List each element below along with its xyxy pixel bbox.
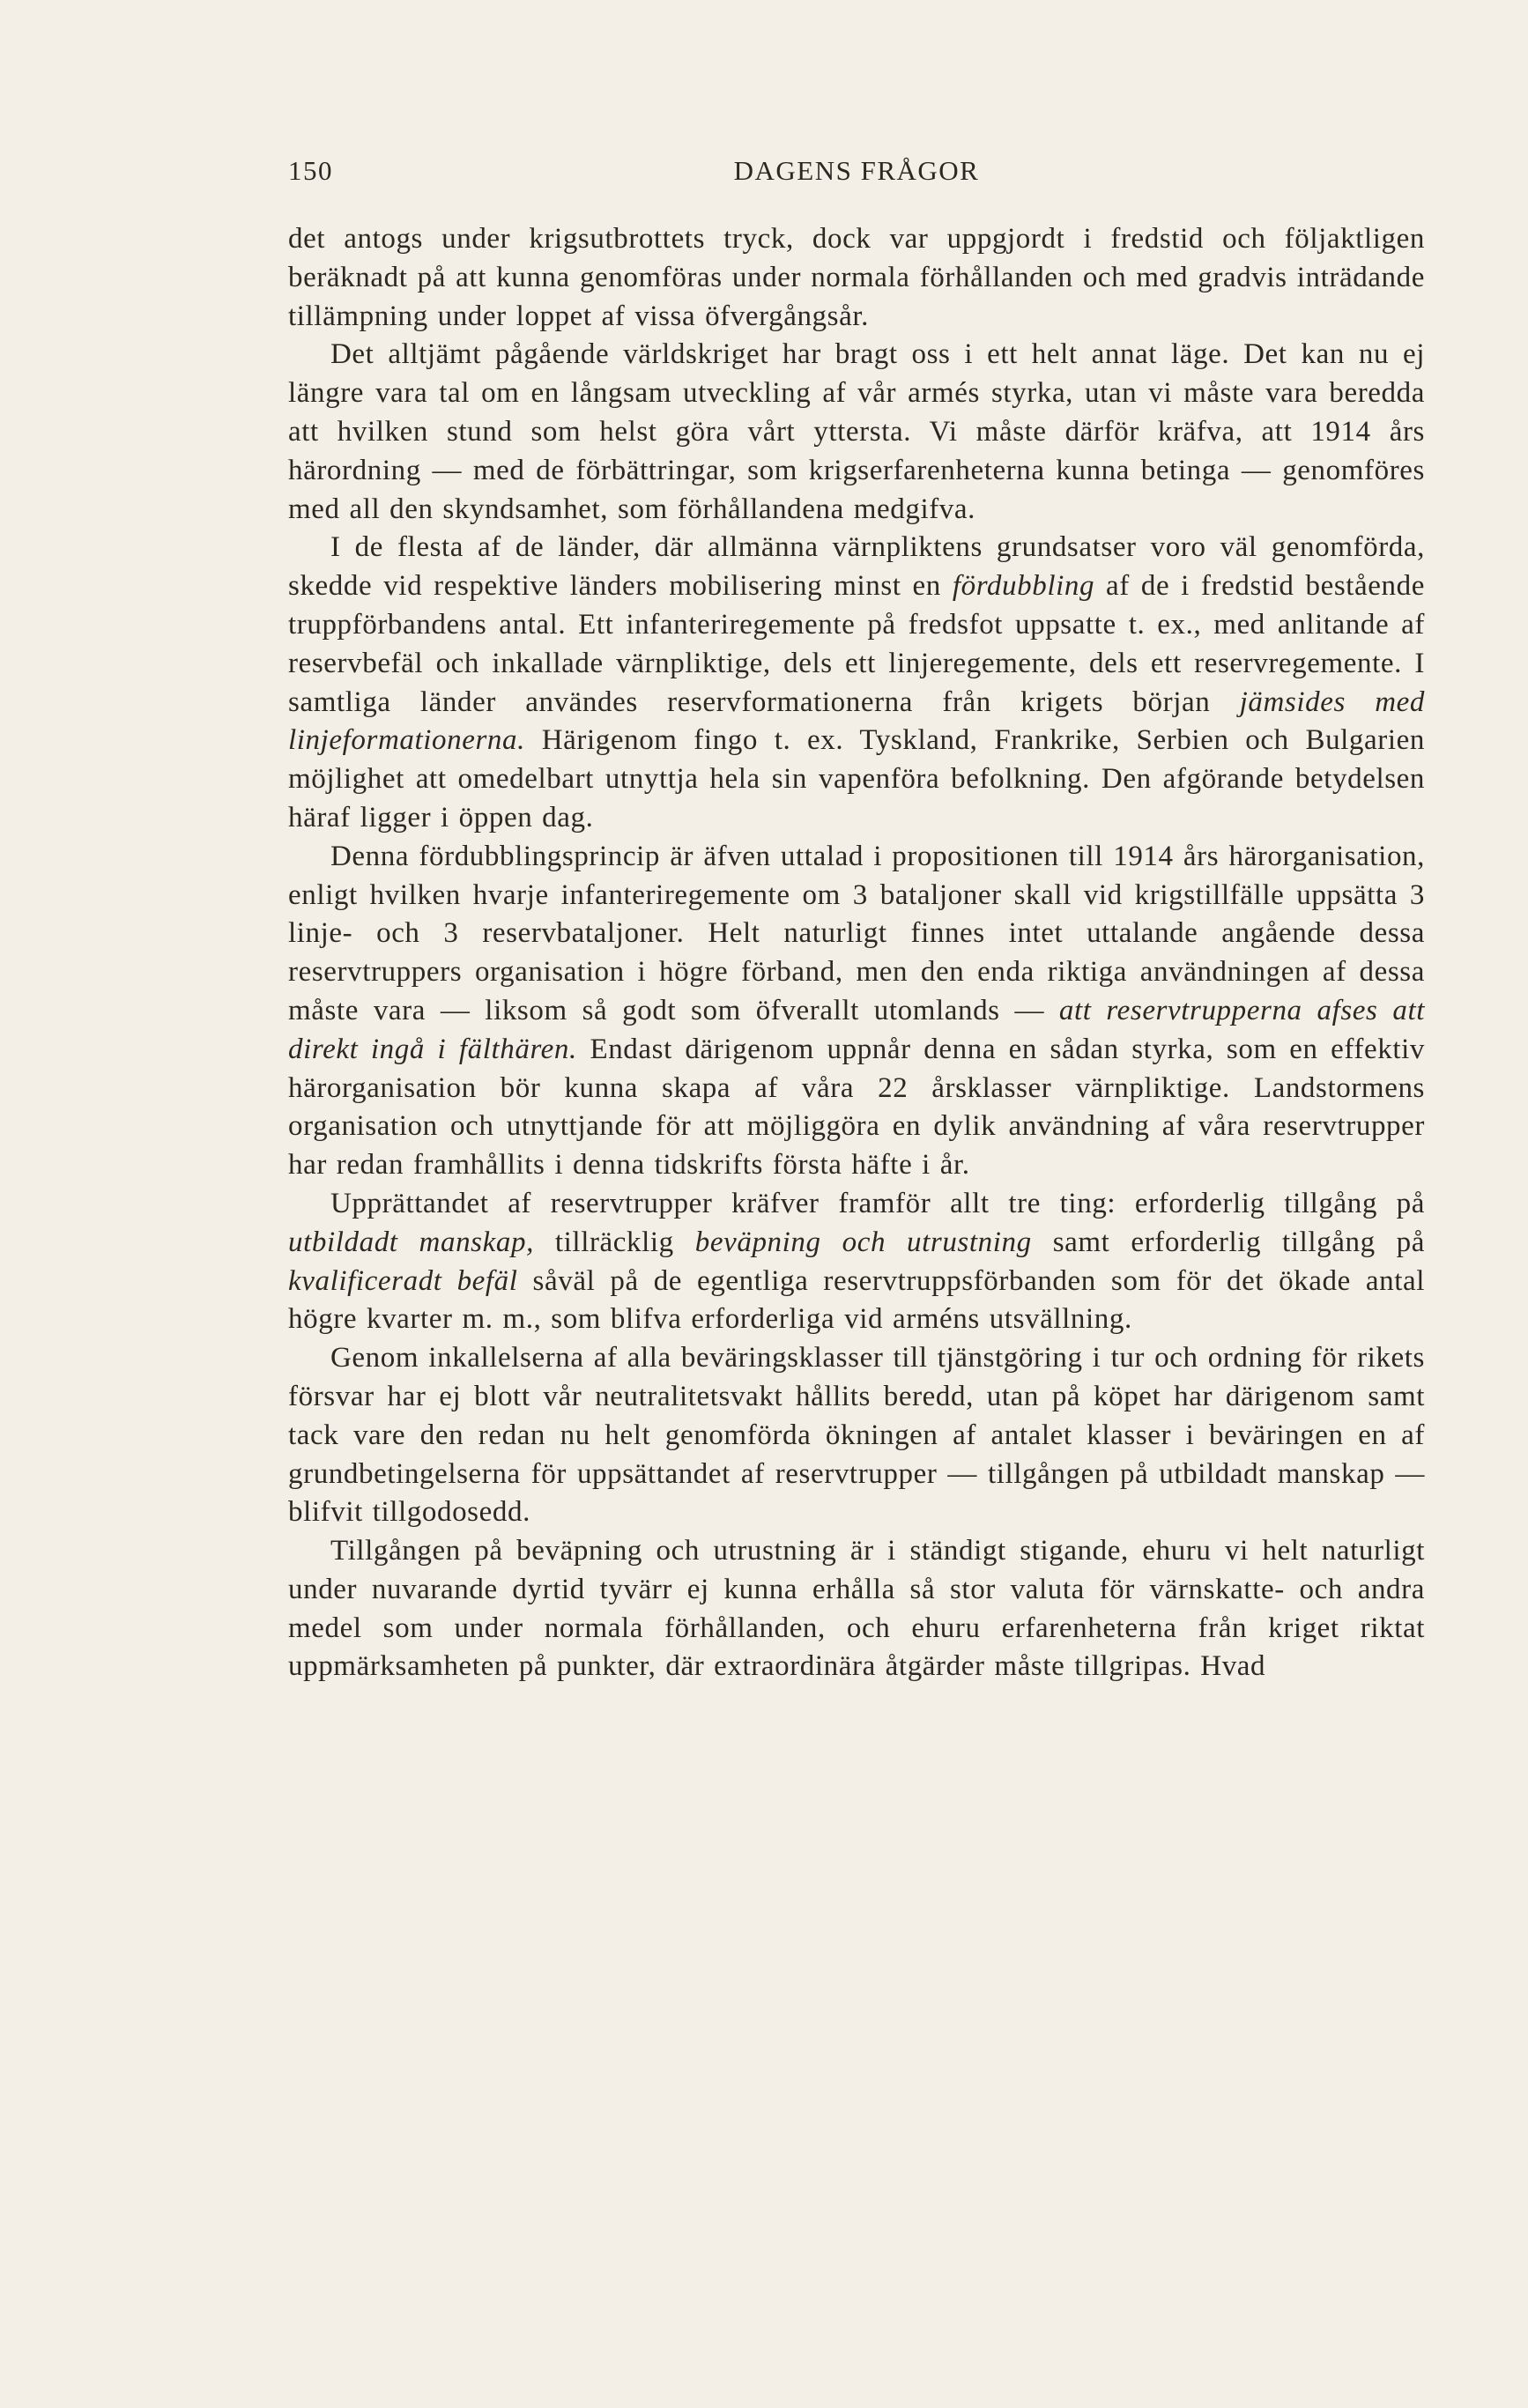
- text-run: Tillgången på beväpning och utrustning är i ständigt stigande, ehuru vi helt naturligt under nuvarande dyrtid tyvärr ej kunna erhålla så stor valuta för värnskatte- och andra medel som under normala förhållanden, och ehuru erfarenheterna från kriget riktat uppmärksamheten på punkter, där extraordinära åtgärder måste tillgripas. Hvad: [288, 1535, 1425, 1683]
- italic-text: beväpning och utrustning: [694, 1226, 1032, 1258]
- text-run: Genom inkallelserna af alla beväringsklasser till tjänstgöring i tur och ordning för rikets försvar har ej blott vår neutralitetsvakt hållits beredd, utan på köpet har därigenom samt tack vare den redan nu helt genomförda ökningen af antalet klasser i beväringen en af grundbetingelserna för uppsättandet af reservtrupper — tillgången på utbildadt manskap — blifvit tillgodosedd.: [288, 1342, 1425, 1529]
- italic-text: kvalificeradt befäl: [288, 1264, 518, 1297]
- page-number: 150: [288, 155, 333, 186]
- text-run: af de i fredstid bestående truppförbandens antal. Ett infanteriregemente på fredsfot uppsatte t. ex., med anlitande af reservbefäl och inkallade värnpliktige, dels ett linjeregemente, dels ett reservregemente. I samtliga länder användes reservformationerna från krigets början: [288, 570, 1425, 718]
- text-run: Det alltjämt pågående världskriget har bragt oss i ett helt annat läge. Det kan nu ej längre vara tal om en långsam utveckling af vår armés styrka, utan vi måste vara beredda att hvilken stund som helst göra vårt yttersta. Vi måste därför kräfva, att 1914 års härordning — med de förbättringar, som krigserfarenheterna kunna betinga — genomföres med all den skyndsamhet, som förhållandena medgifva.: [288, 338, 1425, 525]
- paragraph: [288, 220, 1425, 336]
- paragraph: [288, 1185, 1425, 1339]
- text-run: såväl på de egentliga reservtruppsförbanden som för det ökade antal högre kvarter m. m., som blifva erforderliga vid arméns utsvällning.: [288, 1264, 1426, 1336]
- paragraph: [288, 529, 1425, 837]
- text-run: det antogs under krigsutbrottets tryck, dock var uppgjordt i fredstid och följaktligen beräknadt på att kunna genomföras under normala förhållanden och med gradvis inträdande tillämpning under loppet af vissa öfvergångsår.: [288, 223, 1425, 332]
- paragraph: [288, 1532, 1425, 1686]
- italic-text: att reservtrupperna afses att direkt ingå i fälthären.: [288, 994, 1425, 1065]
- text-run: Upprättandet af reservtrupper kräfver framför allt tre ting: erforderlig tillgång på: [330, 1187, 1425, 1219]
- paragraph: [288, 336, 1425, 529]
- text-run: Denna fördubblingsprincip är äfven uttalad i propositionen till 1914 års härorganisation, enligt hvilken hvarje infanteriregemente om 3 bataljoner skall vid krigstillfälle uppsätta 3 linje- och 3 reservbataljoner. Helt naturligt finnes intet uttalande angående dessa reservtruppers organisation i högre förband, men den enda riktiga användningen af dessa måste vara — liksom så godt som öfverallt utomlands —: [288, 840, 1425, 1026]
- italic-text: jämsides med linjeformationerna.: [288, 685, 1425, 757]
- running-title: DAGENS FRÅGOR: [733, 155, 980, 186]
- text-run: samt erforderlig tillgång på: [1031, 1226, 1425, 1258]
- paragraph: [288, 1339, 1425, 1532]
- text-run: I de flesta af de länder, där allmänna värnpliktens grundsatser voro väl genomförda, skedde vid respektive länders mobilisering minst en: [288, 531, 1425, 603]
- paragraph: [288, 838, 1425, 1185]
- italic-text: fördubbling: [952, 570, 1095, 603]
- running-header: [288, 155, 1425, 190]
- text-run: tillräcklig: [533, 1226, 695, 1258]
- body-text: [288, 220, 1425, 1686]
- text-run: Härigenom fingo t. ex. Tyskland, Frankrike, Serbien och Bulgarien möjlighet att omedelbart utnyttja hela sin vapenföra befolkning. Den afgörande betydelsen häraf ligger i öppen dag.: [288, 724, 1425, 834]
- italic-text: utbildadt manskap,: [288, 1226, 534, 1258]
- text-run: Endast därigenom uppnår denna en sådan styrka, som en effektiv härorganisation bör kunna skapa af våra 22 årsklasser värnpliktige. Landstormens organisation och utnyttjande för att möjliggöra en dylik användning af våra reservtrupper har redan framhållits i denna tidskrifts första häfte i år.: [288, 1033, 1425, 1182]
